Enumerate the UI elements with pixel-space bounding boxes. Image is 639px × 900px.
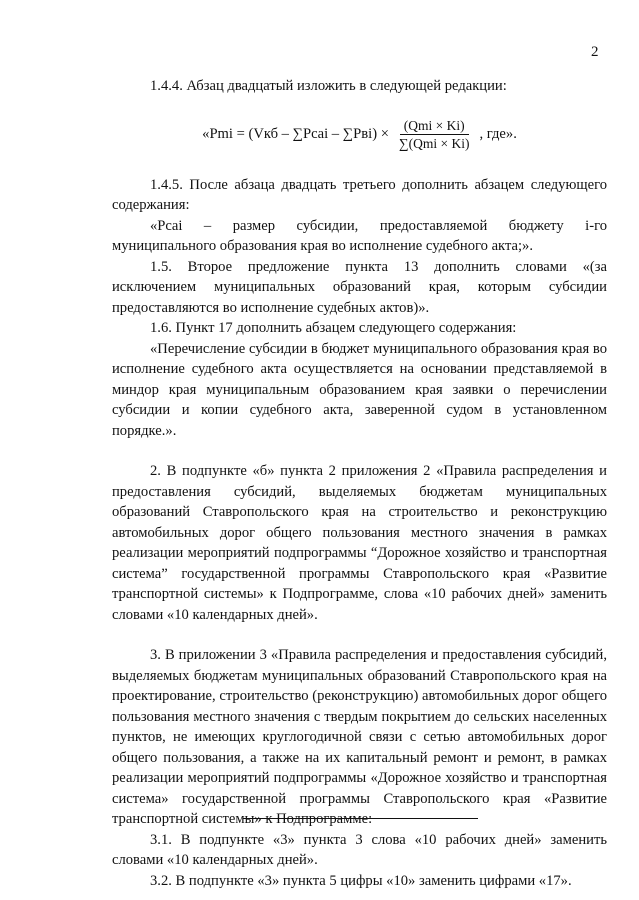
formula-tail: , где».: [479, 126, 517, 143]
document-body: [112, 76, 607, 891]
paragraph-3-1: 3.1. В подпункте «3» пункта 3 слова «10 рабочих дней» заменить словами «10 календарных дней».: [112, 831, 607, 868]
paragraph-1-4-5: 1.4.5. После абзаца двадцать третьего дополнить абзацем следующего содержания:: [112, 176, 607, 213]
paragraph-1-5: 1.5. Второе предложение пункта 13 дополнить словами «(за исключением муниципальных образований края, которым субсидии предоставляются во исполнение судебных актов)».: [112, 258, 607, 316]
paragraph-1-4-4: 1.4.4. Абзац двадцатый изложить в следующей редакции:: [150, 78, 507, 94]
paragraph-3-2: 3.2. В подпункте «3» пункта 5 цифры «10» заменить цифрами «17».: [150, 872, 572, 889]
paragraph-3: 3. В приложении 3 «Правила распределения и предоставления субсидий, выделяемых бюджетам муниципальных образований Ставропольского края на проектирование, строительство (реконструкцию) автомобильных дорог общего пользования местного значения с твердым покрытием до сельских населенных пунктов, не имеющих круглогодичной связи с сетью автомобильных дорог общего пользования, а также на их капитальный ремонт и ремонт, в рамках реализации мероприятий подпрограммы «Дорожное хозяйство и транспортная система» государственной программы Ставропольского края «Развитие транспортной системы» к Подпрограмме:: [112, 647, 607, 827]
paragraph-1-6: 1.6. Пункт 17 дополнить абзацем следующего содержания:: [150, 320, 517, 336]
formula: [112, 115, 607, 155]
paragraph-pcai-definition: «Pcai – размер субсидии, предоставляемой бюджету i-го муниципального образования края во исполнение судебного акта;».: [112, 217, 607, 254]
formula-numerator: (Qmi × Ki): [400, 117, 469, 135]
formula-lhs: «Pmi = (Vкб – ∑Pcai – ∑Pвi) ×: [202, 126, 389, 143]
formula-fraction: [395, 117, 473, 152]
formula-denominator: ∑(Qmi × Ki): [398, 136, 470, 151]
paragraph-transfer-text: «Перечисление субсидии в бюджет муниципального образования края во исполнение судебного акта осуществляется на основании представляемой в миндор края муниципальным образованием края заявки о перечислении субсидии и копии судебного акта, заверенной судом в установленном порядке.».: [112, 340, 607, 439]
paragraph-2: 2. В подпункте «б» пункта 2 приложения 2 «Правила распределения и предоставления субсидий, выделяемых бюджетам муниципальных образований Ставропольского края на строительство и реконструкцию автомобильных дорог общего пользования местного значения в рамках реализации мероприятий подпрограммы “Дорожное хозяйство и транспортная система” государственной программы Ставропольского края «Развитие транспортной системы» к Подпрограмме, слова «10 рабочих дней» заменить словами «10 календарных дней».: [112, 463, 607, 623]
end-separator-line: [243, 818, 478, 819]
page-number: 2: [591, 44, 599, 60]
